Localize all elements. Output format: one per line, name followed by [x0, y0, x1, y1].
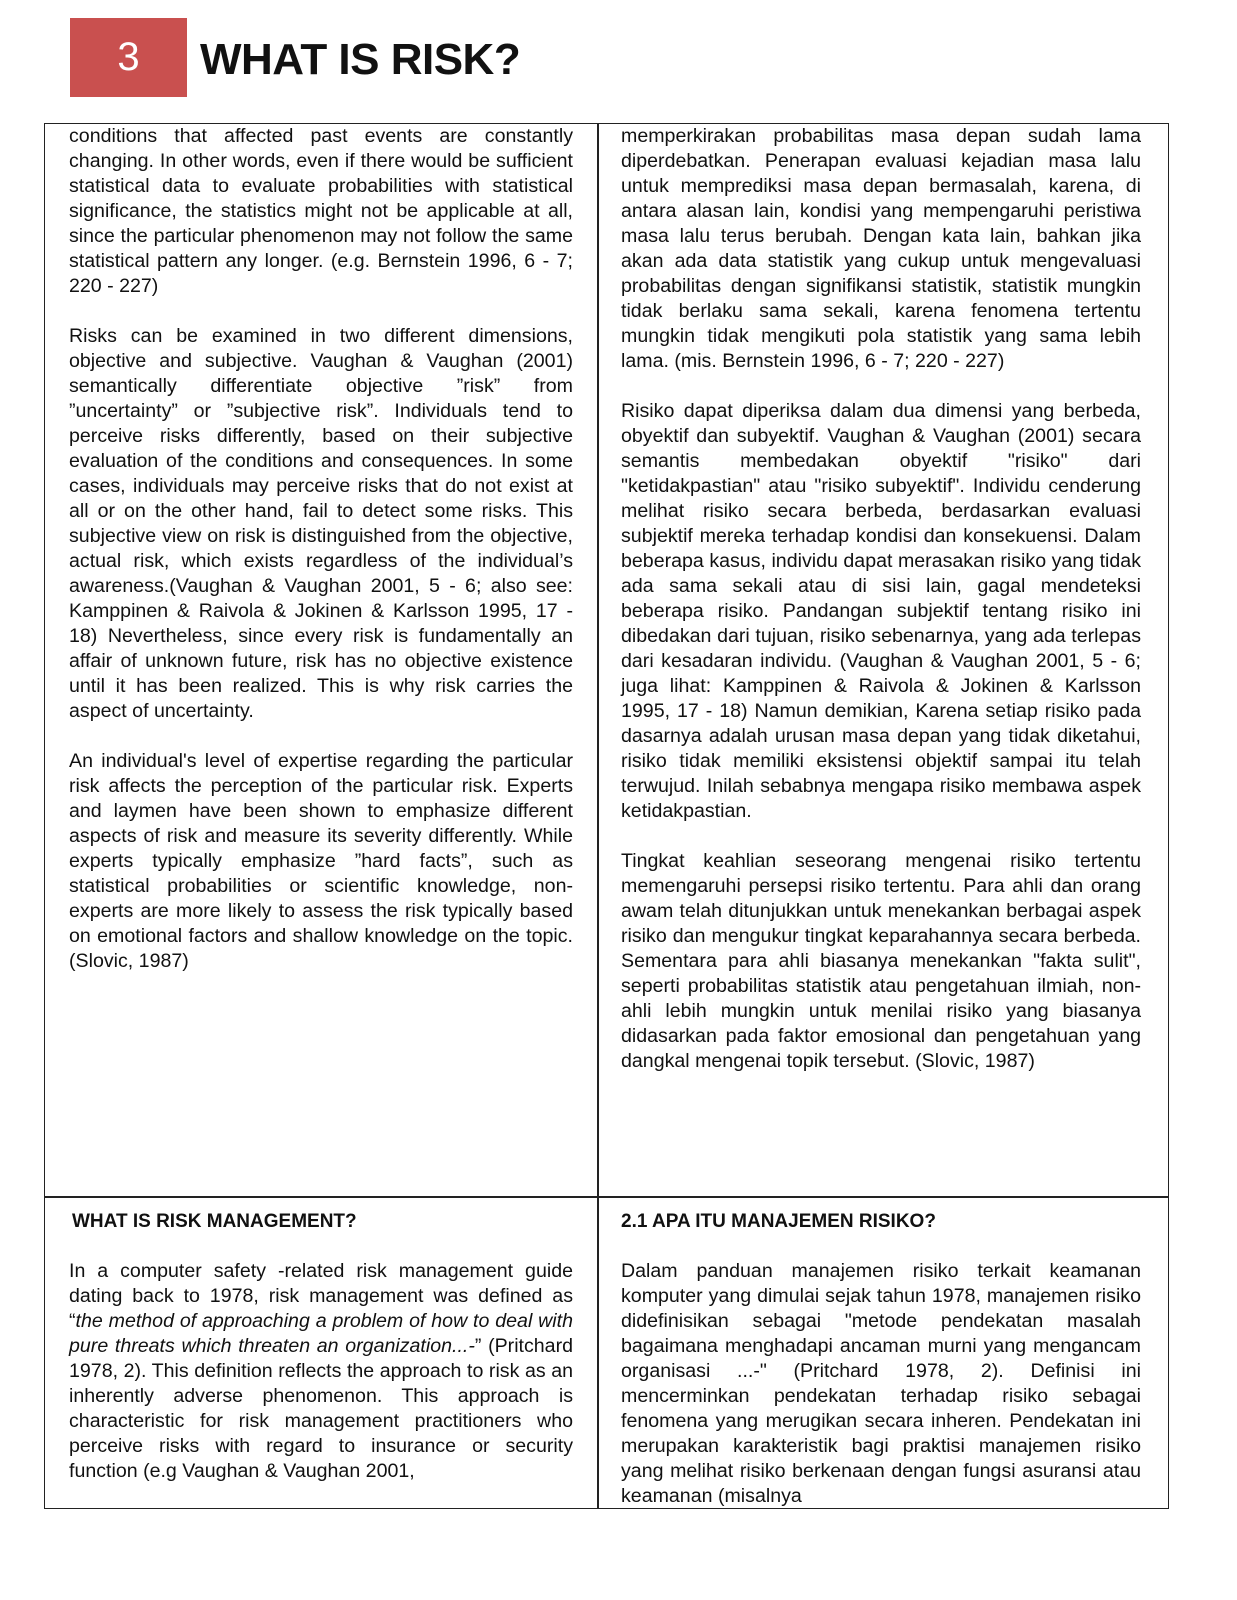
english-text-cell-top [69, 124, 573, 974]
paragraph: conditions that affected past events are constantly changing. In other words, even if there would be sufficient statistical data to evaluate probabilities with statistical significance, the statistics might not be applicable at all, since the particular phenomenon may not follow the same statistical pattern any longer. (e.g. Bernstein 1996, 6 - 7; 220 - 227) [69, 125, 573, 297]
paragraph [69, 1259, 573, 1484]
paragraph-text: In a computer safety -related risk management guide dating back to 1978, risk management was defined as “ [69, 1260, 573, 1332]
paragraph: An individual's level of expertise regarding the particular risk affects the perception of the particular risk. Experts and laymen have been shown to emphasize different aspects of risk and measure its severity differently. While experts typically emphasize ”hard facts”, such as statistical probabilities or scientific knowledge, non-experts are more likely to assess the risk typically based on emotional factors and shallow knowledge on the topic. (Slovic, 1987) [69, 750, 573, 972]
chapter-number: 3 [117, 35, 140, 79]
indonesian-text-cell-bottom [621, 1209, 1141, 1509]
definition-quote: the method of approaching a problem of how to deal with pure threats which threaten an organization...- [69, 1310, 573, 1357]
indonesian-text-cell-top [621, 124, 1141, 1074]
english-text-cell-bottom [69, 1209, 573, 1484]
paragraph: Risks can be examined in two different dimensions, objective and subjective. Vaughan & Vaughan (2001) semantically differentiate objective ”risk” from ”uncertainty” or ”subjective risk”. Individuals tend to perceive risks differently, based on their subjective evaluation of the conditions and consequences. In some cases, individuals may perceive risks that do not exist at all or on the other hand, fail to detect some risks. This subjective view on risk is distinguished from the objective, actual risk, which exists regardless of the individual’s awareness.(Vaughan & Vaughan 2001, 5 - 6; also see: Kamppinen & Raivola & Jokinen & Karlsson 1995, 17 - 18) Nevertheless, since every risk is fundamentally an affair of unknown future, risk has no objective existence until it has been realized. This is why risk carries the aspect of uncertainty. [69, 325, 573, 722]
paragraph: memperkirakan probabilitas masa depan sudah lama diperdebatkan. Penerapan evaluasi kejadian masa lalu untuk memprediksi masa depan bermasalah, karena, di antara alasan lain, kondisi yang mempengaruhi peristiwa masa lalu terus berubah. Dengan kata lain, bahkan jika akan ada data statistik yang cukup untuk mengevaluasi probabilitas dengan signifikansi statistik, statistik mungkin tidak berlaku sama sekali, karena fenomena tertentu mungkin tidak mengikuti pola statistik yang sama lebih lama. (mis. Bernstein 1996, 6 - 7; 220 - 227) [621, 125, 1141, 372]
paragraph: Tingkat keahlian seseorang mengenai risiko tertentu memengaruhi persepsi risiko tertentu. Para ahli dan orang awam telah ditunjukkan untuk menekankan berbagai aspek risiko dan mengukur tingkat keparahannya secara berbeda. Sementara para ahli biasanya menekankan "fakta sulit", seperti probabilitas statistik atau pengetahuan ilmiah, non-ahli lebih mungkin untuk menilai risiko yang biasanya didasarkan pada faktor emosional dan pengetahuan yang dangkal mengenai topik tersebut. (Slovic, 1987) [621, 850, 1141, 1072]
paragraph: Risiko dapat diperiksa dalam dua dimensi yang berbeda, obyektif dan subyektif. Vaughan & Vaughan (2001) secara semantis membedakan obyektif "risiko" dari "ketidakpastian" atau "risiko subyektif". Individu cenderung melihat risiko secara berbeda, berdasarkan evaluasi subjektif mereka terhadap kondisi dan konsekuensi. Dalam beberapa kasus, individu dapat merasakan risiko yang tidak ada sama sekali atau di sisi lain, gagal mendeteksi beberapa risiko. Pandangan subjektif tentang risiko ini dibedakan dari tujuan, risiko sebenarnya, yang ada terlepas dari kesadaran individu. (Vaughan & Vaughan 2001, 5 - 6; juga lihat: Kamppinen & Raivola & Jokinen & Karlsson 1995, 17 - 18) Namun demikian, Karena setiap risiko pada dasarnya adalah urusan masa depan yang tidak diketahui, risiko tidak memiliki eksistensi objektif sampai itu telah terwujud. Inilah sebabnya mengapa risiko membawa aspek ketidakpastian. [621, 400, 1141, 822]
chapter-title: WHAT IS RISK? [200, 35, 521, 84]
section-heading: WHAT IS RISK MANAGEMENT? [72, 1211, 357, 1232]
row-divider [44, 1196, 1169, 1198]
section-heading: 2.1 APA ITU MANAJEMEN RISIKO? [621, 1211, 936, 1232]
column-divider [597, 123, 599, 1509]
paragraph-text: ” (Pritchard 1978, 2). This definition reflects the approach to risk as an inherently adverse phenomenon. This approach is characteristic for risk management practitioners who perceive risks with regard to insurance or security function (e.g Vaughan & Vaughan 2001, [69, 1335, 573, 1482]
chapter-number-badge [70, 18, 187, 97]
paragraph: Dalam panduan manajemen risiko terkait keamanan komputer yang dimulai sejak tahun 1978, manajemen risiko didefinisikan sebagai "metode pendekatan masalah bagaimana menghadapi ancaman murni yang mengancam organisasi ...-" (Pritchard 1978, 2). Definisi ini mencerminkan pendekatan terhadap risiko sebagai fenomena yang merugikan secara inheren. Pendekatan ini merupakan karakteristik bagi praktisi manajemen risiko yang melihat risiko berkenaan dengan fungsi asuransi atau keamanan (misalnya [621, 1260, 1141, 1507]
